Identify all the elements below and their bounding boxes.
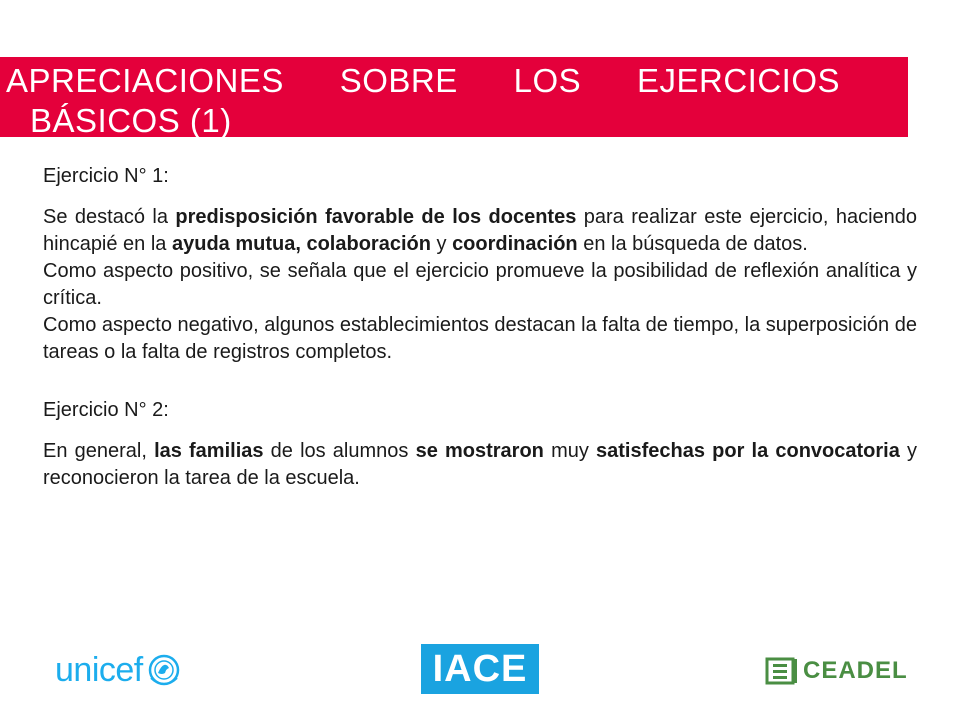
bold-text-run: predisposición favorable de los docentes	[175, 206, 577, 228]
iace-logo: IACE	[421, 644, 539, 694]
slide-body	[43, 163, 917, 492]
section-gap	[43, 366, 917, 397]
title-bar	[0, 57, 908, 137]
text-run: de los alumnos	[263, 440, 416, 462]
ejercicio1-paragraph1	[43, 204, 917, 258]
unicef-emblem-icon	[147, 653, 181, 687]
text-run: muy	[543, 440, 597, 462]
text-run: Se destacó la	[43, 206, 176, 228]
slide-title-line1: APRECIACIONES SOBRE LOS EJERCICIOS	[6, 62, 840, 99]
ceadel-logo	[765, 654, 908, 688]
bold-text-run: coordinación	[452, 233, 578, 255]
slide-title-line2: BÁSICOS (1)	[30, 102, 232, 139]
ejercicio1-paragraph2: Como aspecto positivo, se señala que el ejercicio promueve la posibilidad de reflexión analítica y crítica.	[43, 260, 917, 309]
ejercicio2-heading: Ejercicio N° 2:	[43, 399, 169, 421]
unicef-wordmark: unicef	[55, 650, 143, 689]
ceadel-wordmark: CEADEL	[803, 657, 908, 684]
text-run: y	[430, 233, 453, 255]
text-run: y reconocieron la tarea de la escuela.	[43, 440, 918, 489]
text-run: en la búsqueda de datos.	[577, 233, 808, 255]
unicef-logo	[55, 648, 181, 692]
footer-logos	[0, 640, 960, 700]
bold-text-run: se mostraron	[415, 440, 544, 462]
bold-text-run: las familias	[154, 440, 264, 462]
bold-text-run: satisfechas por la convocatoria	[596, 440, 900, 462]
ejercicio1-paragraph3: Como aspecto negativo, algunos establecimientos destacan la falta de tiempo, la superposición de tareas o la falta de registros completos.	[43, 314, 917, 363]
ejercicio1-heading: Ejercicio N° 1:	[43, 165, 169, 187]
text-run: para realizar este ejercicio, haciendo hincapié en la	[43, 206, 918, 255]
text-run: En general,	[43, 440, 155, 462]
ceadel-emblem-icon	[765, 656, 799, 686]
bold-text-run: ayuda mutua, colaboración	[171, 233, 431, 255]
ejercicio2-paragraph1	[43, 438, 917, 492]
